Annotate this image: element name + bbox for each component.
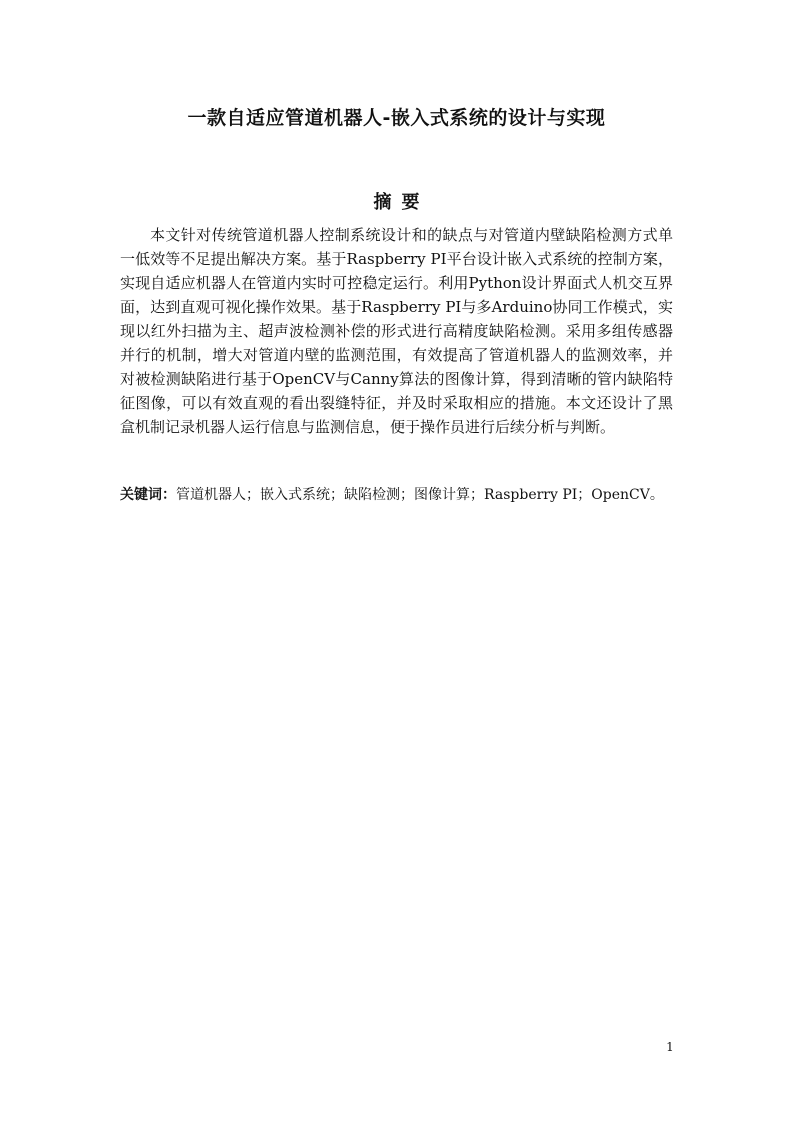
page-number: 1 xyxy=(666,1040,674,1054)
abstract-heading: 摘要 xyxy=(373,192,430,213)
abstract-body: 本文针对传统管道机器人控制系统设计和的缺点与对管道内壁缺陷检测方式单一低效等不足提出解决方案。基于Raspberry PI平台设计嵌入式系统的控制方案，实现自适应机器人在管道内实时可控稳定运行。利用Python设计界面式人机交互界面，达到直观可视化操作效果。基于Raspberry PI与多Arduino协同工作模式，实现以红外扫描为主、超声波检测补偿的形式进行高精度缺陷检测。采用多组传感器并行的机制，增大对管道内壁的监测范围，有效提高了管道机器人的监测效率，并对被检测缺陷进行基于OpenCV与Canny算法的图像计算，得到清晰的管内缺陷特征图像，可以有效直观的看出裂缝特征，并及时采取相应的措施。本文还设计了黑盒机制记录机器人运行信息与监测信息，便于操作员进行后续分析与判断。 xyxy=(120,226,673,436)
paper-title: 一款自适应管道机器人-嵌入式系统的设计与实现 xyxy=(187,107,606,129)
keywords-line xyxy=(120,484,700,506)
keywords-label: 关键词： xyxy=(120,487,176,503)
keywords-text: 管道机器人；嵌入式系统；缺陷检测；图像计算；Raspberry PI；OpenCV。 xyxy=(176,487,664,503)
